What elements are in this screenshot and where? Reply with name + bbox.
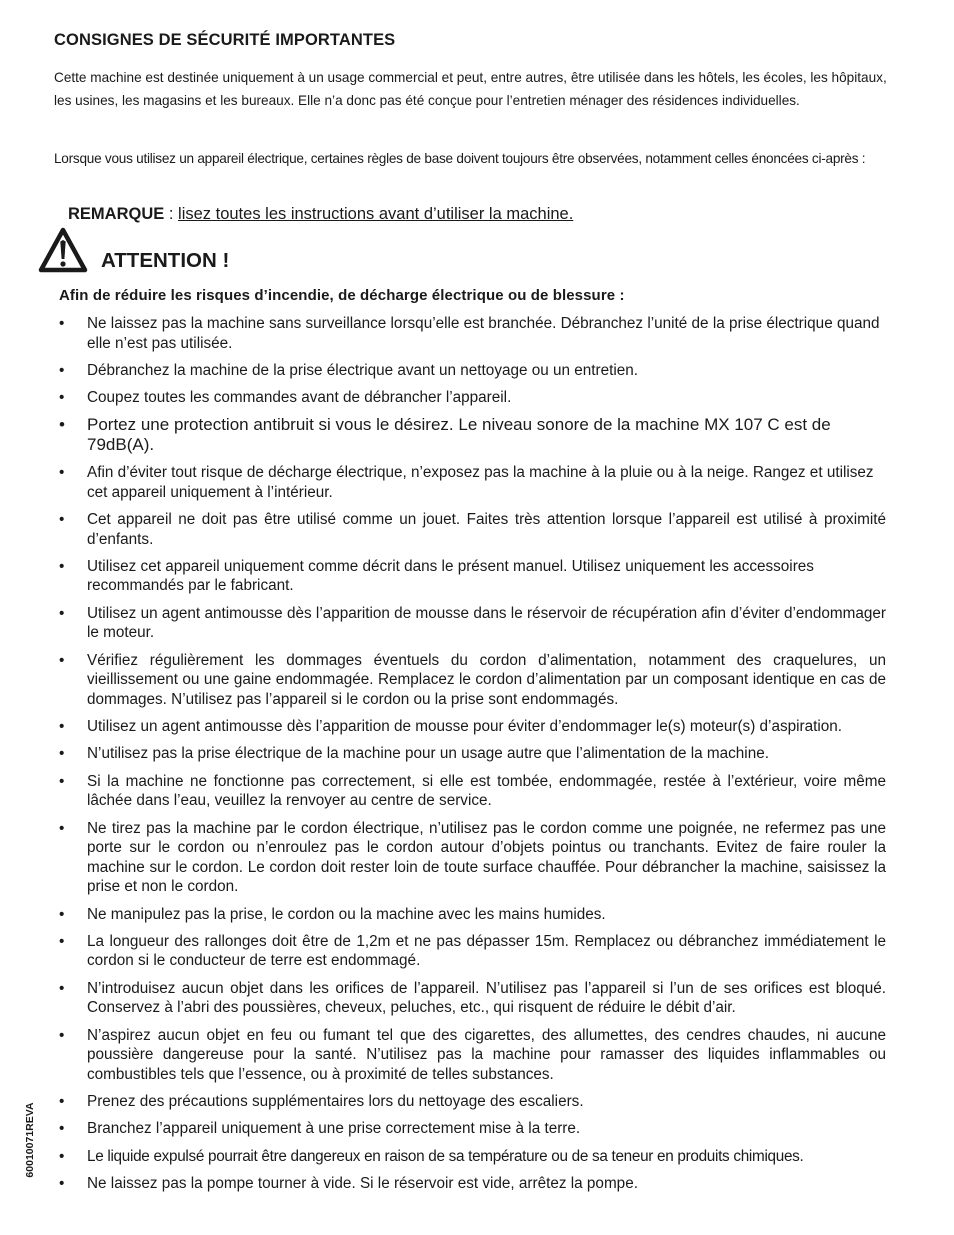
document-code: 60010071REVA xyxy=(24,1102,36,1178)
list-item: • N’introduisez aucun objet dans les orifices de l’appareil. N’utilisez pas l’appareil si l’un de ses orifices est bloqué. Conservez à l’abri des poussières, cheveux, peluches, etc., qui risquent de réduire le débit d’air. xyxy=(54,979,886,1018)
list-item: • Ne laissez pas la machine sans surveillance lorsqu’elle est branchée. Débranchez l’unité de la prise électrique quand elle n’est pas utilisée. xyxy=(54,314,886,353)
list-item: • Utilisez cet appareil uniquement comme décrit dans le présent manuel. Utilisez uniquement les accessoires recommandés par le fabricant. xyxy=(54,557,886,596)
intro-paragraph-basic-rules: Lorsque vous utilisez un appareil électrique, certaines règles de base doivent toujours être observées, notamment celles énoncées ci-après : xyxy=(54,151,866,166)
remarque-note xyxy=(68,205,573,224)
list-item: • N’utilisez pas la prise électrique de la machine pour un usage autre que l’alimentation de la machine. xyxy=(54,744,886,764)
remarque-label: REMARQUE xyxy=(68,205,165,223)
list-item: • Utilisez un agent antimousse dès l’apparition de mousse pour éviter d’endommager le(s) moteur(s) d’aspiration. xyxy=(54,717,886,737)
list-item: • Prenez des précautions supplémentaires lors du nettoyage des escaliers. xyxy=(54,1092,886,1112)
warning-triangle-icon xyxy=(38,227,88,273)
list-item: • Branchez l’appareil uniquement à une prise correctement mise à la terre. xyxy=(54,1119,886,1139)
list-item: • Débranchez la machine de la prise électrique avant un nettoyage ou un entretien. xyxy=(54,361,886,381)
list-item: • Afin d’éviter tout risque de décharge électrique, n’exposez pas la machine à la pluie ou à la neige. Rangez et utilisez cet appareil uniquement à l’intérieur. xyxy=(54,463,886,502)
list-item: • La longueur des rallonges doit être de 1,2m et ne pas dépasser 15m. Remplacez ou débranchez immédiatement le cordon si le conducteur de terre est endommagé. xyxy=(54,932,886,971)
page-title: CONSIGNES DE SÉCURITÉ IMPORTANTES xyxy=(54,31,396,49)
list-item: • Portez une protection antibruit si vous le désirez. Le niveau sonore de la machine MX 107 C est de 79dB(A). xyxy=(54,415,886,455)
list-item: • Le liquide expulsé pourrait être dangereux en raison de sa température ou de sa teneur en produits chimiques. xyxy=(54,1147,886,1167)
list-item: • Ne laissez pas la pompe tourner à vide. Si le réservoir est vide, arrêtez la pompe. xyxy=(54,1174,886,1194)
list-item: • Ne manipulez pas la prise, le cordon ou la machine avec les mains humides. xyxy=(54,905,886,925)
list-item: • Vérifiez régulièrement les dommages éventuels du cordon d’alimentation, notamment des craquelures, un vieillissement ou une gaine endommagée. Remplacez le cordon d’alimentation par un composant identique en cas de dommages. N’utilisez pas l’appareil si le cordon ou la prise sont endommagés. xyxy=(54,651,886,710)
list-item: • N’aspirez aucun objet en feu ou fumant tel que des cigarettes, des allumettes, des cendres chaudes, ni aucune poussière dangereuse pour la santé. N’utilisez pas la machine pour ramasser des liquides inflammables ou combustibles tels que l’essence, ou à proximité de telles substances. xyxy=(54,1026,886,1085)
list-item: • Cet appareil ne doit pas être utilisé comme un jouet. Faites très attention lorsque l’appareil est utilisé à proximité d’enfants. xyxy=(54,510,886,549)
list-item: • Si la machine ne fonctionne pas correctement, si elle est tombée, endommagée, restée à l’extérieur, voire même lâchée dans l’eau, veuillez la renvoyer au centre de service. xyxy=(54,772,886,811)
remarque-separator: : xyxy=(164,205,179,223)
intro-paragraph-commercial-use: Cette machine est destinée uniquement à un usage commercial et peut, entre autres, être utilisée dans les hôtels, les écoles, les hôpitaux, les usines, les magasins et les bureaux. Elle n’a donc pas été conçue pour l’entretien ménager des résidences individuelles. xyxy=(54,70,887,108)
list-item: • Coupez toutes les commandes avant de débrancher l’appareil. xyxy=(54,388,886,408)
warning-lead-text: Afin de réduire les risques d’incendie, de décharge électrique ou de blessure : xyxy=(59,287,625,304)
safety-instructions-list xyxy=(54,314,886,1201)
remarque-text: lisez toutes les instructions avant d’utiliser la machine. xyxy=(178,205,574,223)
list-item: • Ne tirez pas la machine par le cordon électrique, n’utilisez pas le cordon comme une poignée, ne refermez pas une porte sur le cordon ou n’enroulez pas le cordon autour d’objets pointus ou tranchants. Evitez de faire rouler la machine sur le cordon. Le cordon doit rester loin de toute surface chauffée. Pour débrancher la machine, saisissez la prise et non le cordon. xyxy=(54,819,886,897)
list-item: • Utilisez un agent antimousse dès l’apparition de mousse dans le réservoir de récupération afin d’éviter d’endommager le moteur. xyxy=(54,604,886,643)
attention-heading: ATTENTION ! xyxy=(101,249,230,272)
